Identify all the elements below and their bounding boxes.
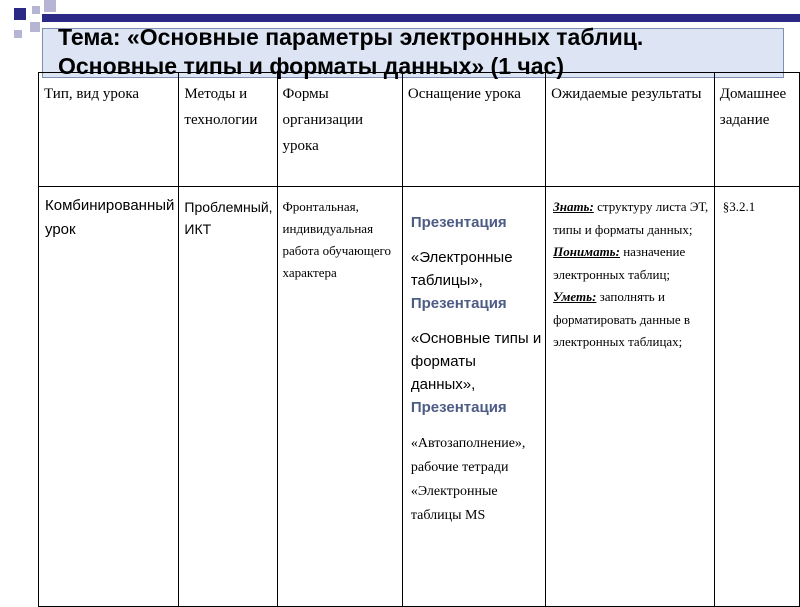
header-forms: Формы организации урока xyxy=(277,73,402,187)
understand-text: назначение электронных таблиц; xyxy=(553,244,686,282)
cell-methods: Проблемный, ИКТ xyxy=(179,187,277,607)
presentation-label-2: Презентация xyxy=(410,295,507,312)
presentation-label-3: Презентация xyxy=(410,399,507,416)
header-equipment: Оснащение урока xyxy=(402,73,545,187)
presentation-label-1: Презентация xyxy=(410,214,507,231)
can-label: Уметь: xyxy=(553,289,597,304)
cell-results xyxy=(546,187,715,607)
table-header-row xyxy=(39,73,800,187)
cell-equipment xyxy=(402,187,545,607)
understand-label: Понимать: xyxy=(553,244,620,259)
header-methods: Методы и технологии xyxy=(179,73,277,187)
cell-forms: Фронтальная, индивидуальная работа обучающего характера xyxy=(277,187,402,607)
equipment-text-1: «Электронные таблицы», xyxy=(410,249,513,289)
know-label: Знать: xyxy=(553,199,594,214)
decor-square-1 xyxy=(14,8,26,20)
table-row xyxy=(39,187,800,607)
slide-title xyxy=(58,23,798,81)
title-line-1: Тема: «Основные параметры электронных таблиц. xyxy=(58,24,644,50)
equipment-text-2: «Основные типы и форматы данных», xyxy=(410,330,542,393)
decor-square-3 xyxy=(44,0,56,12)
header-homework: Домашнее задание xyxy=(714,73,799,187)
decor-square-4 xyxy=(30,22,40,32)
decor-square-2 xyxy=(32,6,40,14)
title-bar xyxy=(42,14,800,22)
cell-type: Комбинированный урок xyxy=(39,187,179,607)
lesson-plan-table xyxy=(38,72,800,607)
can-text: заполнять и форматировать данные в электронных таблицах; xyxy=(553,289,690,349)
decor-square-5 xyxy=(14,30,22,38)
header-results: Ожидаемые результаты xyxy=(546,73,715,187)
cell-homework: §3.2.1 xyxy=(714,187,799,607)
title-line-2: Основные типы и форматы данных» (1 час) xyxy=(58,53,564,79)
header-type: Тип, вид урока xyxy=(39,73,179,187)
equipment-text-3: «Автозаполнение», рабочие тетради «Электронные таблицы MS xyxy=(410,436,526,523)
know-text: структуру листа ЭТ, типы и форматы данных; xyxy=(553,199,709,237)
